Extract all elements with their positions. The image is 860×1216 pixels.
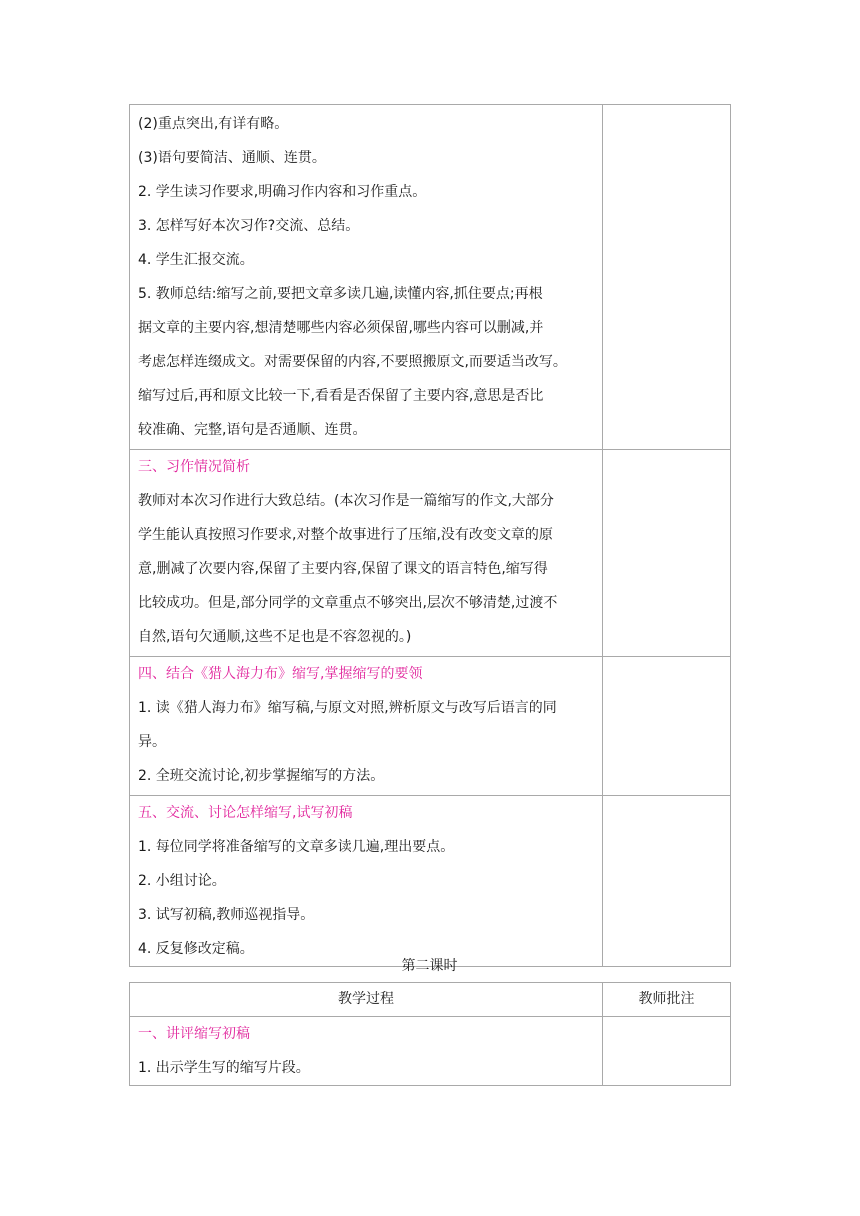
text-line: 意,删减了次要内容,保留了主要内容,保留了课文的语言特色,缩写得	[138, 561, 548, 577]
text-line: 考虑怎样连缀成文。对需要保留的内容,不要照搬原文,而要适当改写。	[138, 354, 567, 370]
table-row	[130, 450, 731, 657]
text-line: 1. 每位同学将准备缩写的文章多读几遍,理出要点。	[138, 839, 455, 855]
text-line: 5. 教师总结:缩写之前,要把文章多读几遍,读懂内容,抓住要点;再根	[138, 286, 543, 302]
teacher-notes-cell	[603, 657, 731, 796]
text-line: 教师对本次习作进行大致总结。(本次习作是一篇缩写的作文,大部分	[138, 493, 554, 509]
text-line: 4. 反复修改定稿。	[138, 941, 254, 957]
lesson-plan-table	[129, 104, 731, 967]
text-line: 自然,语句欠通顺,这些不足也是不容忽视的。)	[138, 629, 412, 645]
lesson-plan-table-2	[129, 982, 731, 1086]
table-row	[130, 1017, 731, 1086]
text-line: 2. 小组讨论。	[138, 873, 226, 889]
table-header-row	[130, 983, 731, 1017]
table-row	[130, 796, 731, 967]
text-line: 学生能认真按照习作要求,对整个故事进行了压缩,没有改变文章的原	[138, 527, 553, 543]
teacher-notes-cell	[603, 796, 731, 967]
text-line: 4. 学生汇报交流。	[138, 252, 254, 268]
process-cell	[130, 1017, 603, 1086]
text-line: 2. 全班交流讨论,初步掌握缩写的方法。	[138, 768, 385, 784]
teacher-notes-cell	[603, 450, 731, 657]
section-heading: 三、习作情况简析	[138, 459, 250, 475]
text-line: 1. 出示学生写的缩写片段。	[138, 1060, 310, 1076]
process-cell	[130, 657, 603, 796]
section-heading: 五、交流、讨论怎样缩写,试写初稿	[138, 805, 353, 821]
text-line: 较准确、完整,语句是否通顺、连贯。	[138, 422, 367, 438]
column-header-process: 教学过程	[130, 983, 603, 1017]
text-line: 3. 试写初稿,教师巡视指导。	[138, 907, 315, 923]
teacher-notes-cell	[603, 105, 731, 450]
text-line: 2. 学生读习作要求,明确习作内容和习作重点。	[138, 184, 427, 200]
text-line: 3. 怎样写好本次习作?交流、总结。	[138, 218, 360, 234]
text-line: 缩写过后,再和原文比较一下,看看是否保留了主要内容,意思是否比	[138, 388, 544, 404]
section-heading: 一、讲评缩写初稿	[138, 1026, 250, 1042]
table-row	[130, 657, 731, 796]
lesson-title: 第二课时	[401, 958, 458, 974]
text-line: (2)重点突出,有详有略。	[138, 116, 289, 132]
text-line: (3)语句要简洁、通顺、连贯。	[138, 150, 326, 166]
column-header-notes: 教师批注	[603, 983, 731, 1017]
text-line: 1. 读《猎人海力布》缩写稿,与原文对照,辨析原文与改写后语言的同	[138, 700, 557, 716]
teacher-notes-cell	[603, 1017, 731, 1086]
text-line: 据文章的主要内容,想清楚哪些内容必须保留,哪些内容可以删减,并	[138, 320, 544, 336]
section-heading: 四、结合《猎人海力布》缩写,掌握缩写的要领	[138, 666, 423, 682]
process-cell	[130, 450, 603, 657]
text-line: 异。	[138, 734, 166, 750]
process-cell	[130, 105, 603, 450]
table-row	[130, 105, 731, 450]
process-cell	[130, 796, 603, 967]
text-line: 比较成功。但是,部分同学的文章重点不够突出,层次不够清楚,过渡不	[138, 595, 558, 611]
